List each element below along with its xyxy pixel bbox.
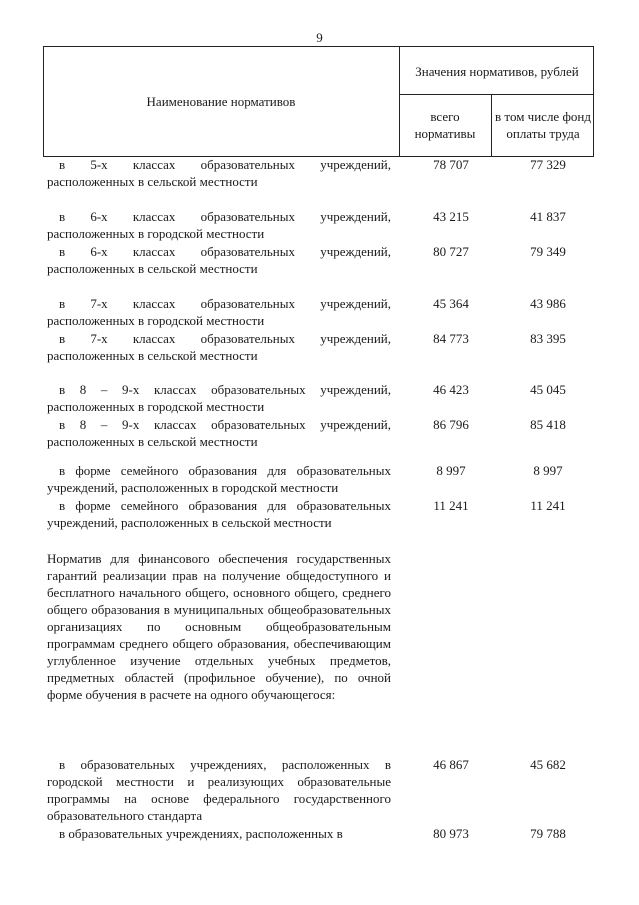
row-wage: 41 837 <box>530 209 566 224</box>
row-name: в 5-х классах образовательных учреждений, расположенных в сельской местности <box>47 157 391 189</box>
header-total-column: всего нормативы <box>414 109 476 141</box>
row-name: в образовательных учреждениях, расположенных в городской местности и реализующих образовательные программы на основе федерального государственного образовательного стандарта <box>47 757 391 823</box>
header-wage-column: в том числе фонд оплаты труда <box>495 109 591 141</box>
row-total: 45 364 <box>433 296 469 311</box>
row-wage: 77 329 <box>530 157 566 172</box>
row-wage: 79 788 <box>530 826 566 841</box>
header-values-column: Значения нормативов, рублей <box>415 63 579 79</box>
row-name: в 6-х классах образовательных учреждений, расположенных в сельской местности <box>47 244 391 276</box>
row-total: 8 997 <box>436 463 466 478</box>
row-total: 46 867 <box>433 757 469 772</box>
row-name: в 7-х классах образовательных учреждений, расположенных в сельской местности <box>47 331 391 363</box>
row-total: 86 796 <box>433 417 469 432</box>
row-wage: 11 241 <box>530 498 566 513</box>
row-wage: 8 997 <box>533 463 563 478</box>
row-name: в форме семейного образования для образовательных учреждений, расположенных в городской местности <box>47 463 391 495</box>
row-wage: 85 418 <box>530 417 566 432</box>
row-total: 80 973 <box>433 826 469 841</box>
row-name: в 6-х классах образовательных учреждений, расположенных в городской местности <box>47 209 391 241</box>
row-name: в форме семейного образования для образовательных учреждений, расположенных в сельской местности <box>47 498 391 530</box>
header-name-column: Наименование нормативов <box>146 94 296 109</box>
row-total: 78 707 <box>433 157 469 172</box>
row-wage: 45 682 <box>530 757 566 772</box>
row-name: в 7-х классах образовательных учреждений, расположенных в городской местности <box>47 296 391 328</box>
row-wage: 79 349 <box>530 244 566 259</box>
row-total: 11 241 <box>433 498 469 513</box>
row-total: 43 215 <box>433 209 469 224</box>
row-name: в образовательных учреждениях, расположенных в <box>59 826 343 841</box>
row-wage: 45 045 <box>530 382 566 397</box>
section-paragraph: Норматив для финансового обеспечения государственных гарантий реализации прав на получение общедоступного и бесплатного начального общего, основного общего, среднего общего образования в муниципальных общеобразовательных организациях по основным общеобразовательным программам среднего общего образования, обеспечивающим углубленное изучение отдельных учебных предметов, предметных областей (профильное обучение), по очной форме обучения в расчете на одного обучающегося: <box>47 551 391 702</box>
row-total: 84 773 <box>433 331 469 346</box>
row-total: 46 423 <box>433 382 469 397</box>
table-header <box>43 46 594 157</box>
row-name: в 8 – 9-х классах образовательных учреждений, расположенных в сельской местности <box>47 417 391 449</box>
row-wage: 83 395 <box>530 331 566 346</box>
row-name: в 8 – 9-х классах образовательных учреждений, расположенных в городской местности <box>47 382 391 414</box>
row-total: 80 727 <box>433 244 469 259</box>
page-number: 9 <box>316 30 323 45</box>
row-wage: 43 986 <box>530 296 566 311</box>
